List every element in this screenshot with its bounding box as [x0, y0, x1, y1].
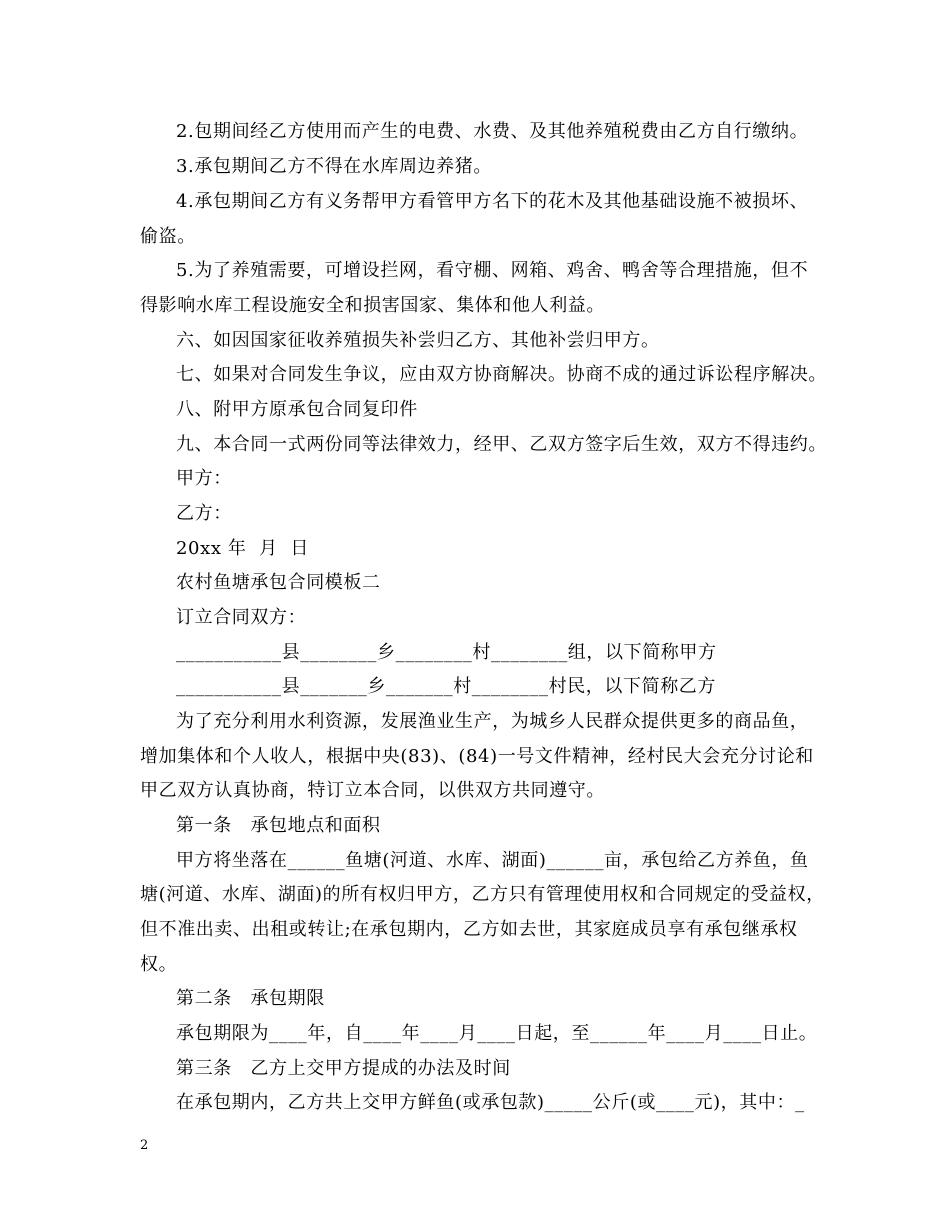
text-line: 六、如因国家征收养殖损失补尝归乙方、其他补尝归甲方。: [176, 330, 660, 351]
text-line: 增加集体和个人收人，根据中央(83)、(84)一号文件精神，经村民大会充分讨论和: [140, 746, 814, 767]
text-line: 3.承包期间乙方不得在水库周边养猪。: [176, 156, 492, 177]
text-line: 权。: [140, 954, 178, 975]
text-line: 塘(河道、水库、湖面)的所有权归甲方，乙方只有管理使用权和合同规定的受益权，: [140, 884, 825, 905]
text-line: 在承包期内，乙方共上交甲方鲜鱼(或承包款)_____公斤(或____元)，其中：_: [176, 1092, 805, 1113]
text-line: 甲方将坐落在______鱼塘(河道、水库、湖面)______亩，承包给乙方养鱼，鱼: [176, 850, 809, 871]
party-a-line: ___________县________乡________村________组，以下简称甲方: [176, 642, 717, 663]
section-title: 农村鱼塘承包合同模板二: [176, 572, 381, 593]
text-line: 九、本合同一式两份同等法律效力，经甲、乙双方签字后生效，双方不得违约。: [176, 434, 827, 455]
text-line: 甲方：: [176, 468, 232, 489]
text-line: 乙方：: [176, 503, 232, 524]
page-number: 2: [140, 1138, 149, 1153]
text-line: 但不准出卖、出租或转让;在承包期内，乙方如去世，其家庭成员享有承包继承权: [140, 919, 798, 940]
text-line: 5.为了养殖需要，可增设拦网，看守棚、网箱、鸡舍、鸭舍等合理措施，但不: [176, 260, 809, 281]
article-heading: 第二条 承包期限: [176, 988, 325, 1009]
article-heading: 第三条 乙方上交甲方提成的办法及时间: [176, 1058, 511, 1079]
text-line: 4.承包期间乙方有义务帮甲方看管甲方名下的花木及其他基础设施不被损坏、: [176, 191, 809, 212]
article-heading: 第一条 承包地点和面积: [176, 815, 381, 836]
date-line: 20xx 年 月 日: [176, 538, 310, 559]
text-line: 为了充分利用水利资源，发展渔业生产，为城乡人民群众提供更多的商品鱼，: [176, 711, 809, 732]
text-line: 承包期限为____年，自____年____月____日起，至______年____月____日止。: [176, 1023, 818, 1044]
text-line: 得影响水库工程设施安全和损害国家、集体和他人利益。: [140, 295, 605, 316]
text-line: 甲乙双方认真协商，特订立本合同，以供双方共同遵守。: [140, 780, 605, 801]
text-line: 2.包期间经乙方使用而产生的电费、水费、及其他养殖税费由乙方自行缴纳。: [176, 121, 809, 142]
text-line: 七、如果对合同发生争议，应由双方协商解决。协商不成的通过诉讼程序解决。: [176, 364, 827, 385]
text-line: 订立合同双方：: [176, 607, 307, 628]
text-line: 八、附甲方原承包合同复印件: [176, 399, 418, 420]
party-b-line: ___________县_______乡_______村________村民，以下简称乙方: [176, 676, 716, 697]
text-line: 偷盗。: [140, 226, 196, 247]
